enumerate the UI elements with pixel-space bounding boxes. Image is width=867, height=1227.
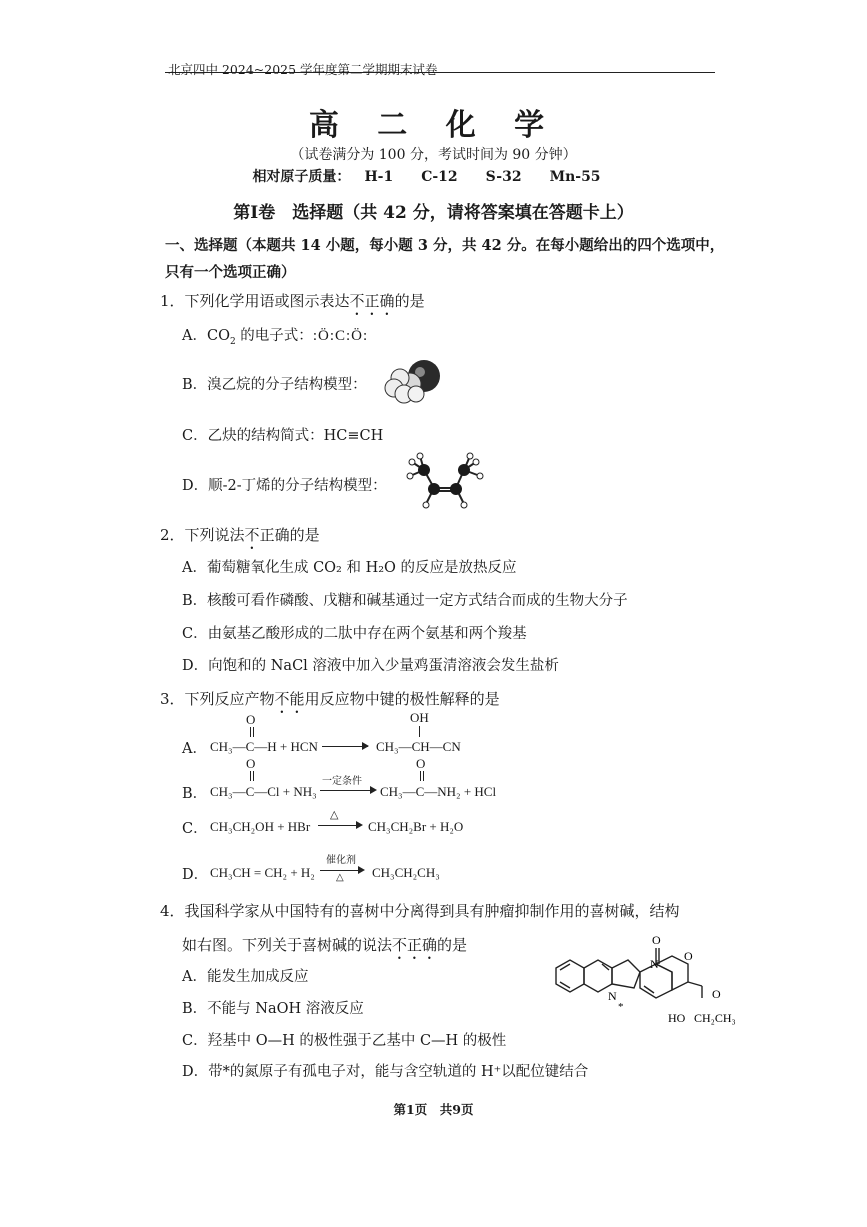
camptothecin-n2: N <box>650 957 659 971</box>
camptothecin-n1: N <box>608 989 617 1003</box>
q2-option-d: D．向饱和的 NaCl 溶液中加入少量鸡蛋清溶液会发生盐析 <box>182 658 559 674</box>
q3-option-c-label: C． <box>182 821 208 837</box>
q1-a-post: 的电子式： <box>235 328 313 344</box>
q3-option-a-label: A． <box>182 741 207 757</box>
q2-option-b: B．核酸可看作磷酸、戊糖和碱基通过一定方式结合而成的生物大分子 <box>182 593 628 609</box>
q3d-arrowhead <box>358 866 365 874</box>
q3c-arrowhead <box>356 821 363 829</box>
section-heading: 第Ⅰ卷 选择题（共 42 分，请将答案填在答题卡上） <box>233 203 634 223</box>
q4-option-a: A．能发生加成反应 <box>182 969 309 985</box>
q3b-reactants: CH₃—C—Cl + NH₃ <box>210 784 317 799</box>
atomic-mass-label: 相对原子质量： <box>252 169 351 185</box>
q1-a-sub: 2 <box>229 336 236 347</box>
q3b-product-oxygen: O <box>416 756 426 771</box>
exam-subtitle: （试卷满分为 100 分，考试时间为 90 分钟） <box>290 147 577 163</box>
cis-2-butene-model-image <box>402 452 494 514</box>
q3d-arrow <box>320 870 362 871</box>
section-instructions: 一、选择题（本题共 14 小题，每小题 3 分，共 42 分。在每小题给出的四个选项中，只有一个选项正确） <box>165 237 725 281</box>
bromoethane-model-image <box>380 356 446 406</box>
q2-option-a: A．葡萄糖氧化生成 CO₂ 和 H₂O 的反应是放热反应 <box>182 560 517 576</box>
q4-option-d: D．带*的氮原子有孤电子对，能与含空轨道的 H⁺以配位键结合 <box>182 1064 589 1080</box>
atomic-mass-mn: Mn-55 <box>549 169 601 185</box>
camptothecin-o-ring: O <box>684 949 693 963</box>
q2-stem <box>160 524 320 553</box>
q3b-product-double-bond-2 <box>423 771 424 781</box>
q4-stem-line2 <box>182 934 467 963</box>
q3a-double-bond-2 <box>253 727 254 737</box>
atomic-mass-h: H-1 <box>364 169 394 185</box>
q1-stem-pre: 1．下列化学用语或图示表达 <box>160 292 350 310</box>
q3d-catalyst: 催化剂 <box>326 855 356 866</box>
q1-option-d: D．顺-2-丁烯的分子结构模型： <box>182 478 387 494</box>
q3b-double-bond <box>250 771 251 781</box>
q4-stem-emph: 不正确 <box>392 936 438 954</box>
q3b-products: CH₃—C—NH₂ + HCl <box>380 784 497 799</box>
page-footer: 第1页 共9页 <box>393 1102 474 1117</box>
atomic-mass-line <box>0 166 867 186</box>
q1-stem <box>160 290 425 319</box>
camptothecin-structure-image <box>536 930 746 1030</box>
q3b-double-bond-2 <box>253 771 254 781</box>
q4-stem-line1: 4．我国科学家从中国特有的喜树中分离得到具有肿瘤抑制作用的喜树碱，结构 <box>160 902 680 920</box>
q4-stem-pre: 如右图。下列关于喜树碱的说法 <box>182 936 393 954</box>
q3d-product: CH₃CH₂CH₃ <box>372 865 440 880</box>
q3b-oxygen: O <box>246 756 256 771</box>
camptothecin-ho: HO <box>668 1011 686 1025</box>
page-title: 高 二 化 学 <box>308 108 559 143</box>
q3a-double-bond <box>250 727 251 737</box>
q3c-products: CH₃CH₂Br + H₂O <box>368 819 464 834</box>
q3-option-b-label: B． <box>182 786 208 802</box>
q2-stem-post: 正确的是 <box>259 526 320 544</box>
q2-option-c: C．由氨基乙酸形成的二肽中存在两个氨基和两个羧基 <box>182 626 527 642</box>
q3c-reactants: CH₃CH₂OH + HBr <box>210 819 311 834</box>
q4-stem-post: 的是 <box>437 936 468 954</box>
q2-stem-pre: 2．下列说法 <box>160 526 245 544</box>
camptothecin-o-top: O <box>652 933 661 947</box>
q1-stem-post: 的是 <box>394 292 425 310</box>
q3b-product-double-bond <box>420 771 421 781</box>
q1-option-a <box>182 324 368 347</box>
q3c-condition: △ <box>330 809 339 821</box>
q3-stem-pre: 3．下列反应产物 <box>160 690 275 708</box>
q3b-condition: 一定条件 <box>322 776 362 787</box>
q3b-arrow <box>320 790 374 791</box>
q3-stem-emph: 不能 <box>274 690 305 708</box>
co2-electron-formula: :Ö:C:Ö: <box>312 328 369 344</box>
q3a-product: CH₃—CH—CN <box>376 739 461 754</box>
q3a-oxygen: O <box>246 712 256 727</box>
q4-option-b: B．不能与 NaOH 溶液反应 <box>182 1001 364 1017</box>
q3a-reactants: CH₃—C—H + HCN <box>210 739 318 754</box>
q2-stem-emph: 不 <box>244 526 260 544</box>
q1-option-b: B．溴乙烷的分子结构模型： <box>182 377 367 393</box>
q4-option-c: C．羟基中 O—H 的极性强于乙基中 C—H 的极性 <box>182 1033 507 1049</box>
q3-stem <box>160 688 500 717</box>
q3-stem-post: 用反应物中键的极性解释的是 <box>304 690 500 708</box>
camptothecin-star: * <box>618 1001 624 1013</box>
q3c-arrow <box>318 825 360 826</box>
q1-option-c: C．乙炔的结构简式：HC≡CH <box>182 428 384 444</box>
camptothecin-o-right: O <box>712 987 721 1001</box>
q3-option-d-label: D． <box>182 867 209 883</box>
q3d-reactants: CH₃CH = CH₂ + H₂ <box>210 865 315 880</box>
q3a-oh-bond <box>419 726 420 737</box>
q3a-arrowhead <box>362 742 369 750</box>
camptothecin-ethyl: CH₂CH₃ <box>694 1011 736 1025</box>
atomic-mass-c: C-12 <box>421 169 458 185</box>
exam-header: 北京四中 2024~2025 学年度第二学期期末试卷 <box>168 62 438 77</box>
q1-a-pre: A．CO <box>182 328 230 344</box>
q3b-arrowhead <box>370 786 377 794</box>
atomic-mass-s: S-32 <box>485 169 522 185</box>
q3d-heat: △ <box>336 872 344 883</box>
q3a-hydroxyl: OH <box>410 710 429 725</box>
q1-stem-emph: 不正确 <box>349 292 395 310</box>
